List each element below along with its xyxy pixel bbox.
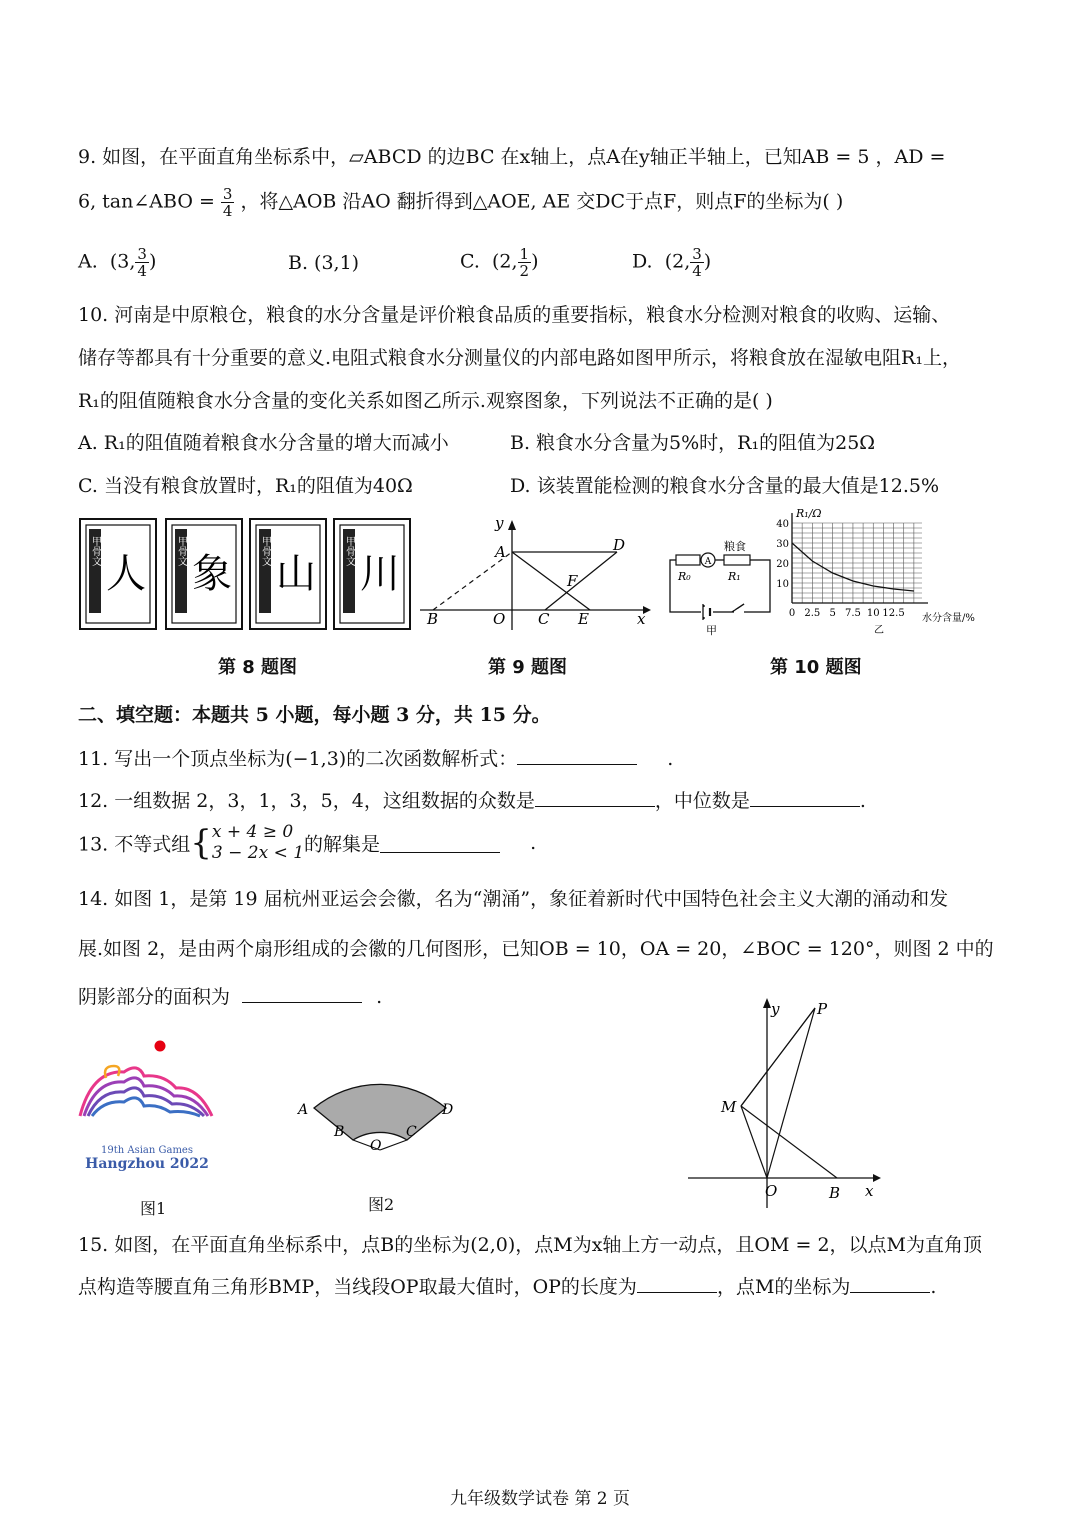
- chart-y-tick-label: 20: [776, 559, 789, 570]
- fig15-segment-om: [741, 1106, 767, 1178]
- svg-text:甲骨文: 甲骨文: [343, 536, 355, 566]
- fig9-label-e: E: [578, 610, 589, 628]
- fig15-label-y: y: [771, 1000, 780, 1018]
- fig9-label-o: O: [493, 610, 506, 628]
- q9-option-b: B. (3,1): [288, 252, 360, 274]
- fig9-label-d: D: [613, 536, 626, 554]
- fig14-label-b: B: [334, 1124, 345, 1140]
- q12-median-blank[interactable]: [750, 788, 860, 807]
- q15-m-blank[interactable]: [850, 1274, 930, 1293]
- chart-x-tick-label: 5: [829, 608, 836, 619]
- q10-option-d: D. 该装置能检测的粮食水分含量的最大值是12.5%: [510, 475, 939, 497]
- circuit-label-jia: 甲: [706, 624, 717, 637]
- figure-9-caption: 第 9 题图: [488, 657, 568, 678]
- q10-option-c: C. 当没有粮食放置时，R₁的阻值为40Ω: [78, 475, 413, 497]
- figure-14-caption-2: 图2: [368, 1195, 395, 1214]
- q13-ineq-1: x + 4 ≥ 0: [211, 822, 294, 842]
- oracle-card-1: [80, 519, 156, 629]
- resistor-r0: [676, 555, 700, 565]
- resistor-r1: [724, 555, 750, 565]
- q9-option-c: C. (2, $\frac{1}{2}$ ): [460, 245, 539, 280]
- fig9-segment-cd: [545, 552, 617, 610]
- chart-y-axis-label: R₁/Ω: [796, 507, 822, 520]
- fig14-label-c: C: [406, 1124, 417, 1140]
- figure-10-caption: 第 10 题图: [770, 657, 862, 678]
- fig15-label-b: B: [829, 1184, 841, 1202]
- q9-tan-fraction: $\frac{3}{4}$: [222, 185, 233, 220]
- chart-x-axis-label: 水分含量/%: [922, 613, 975, 624]
- figure-8-oracle-cards: [78, 515, 412, 635]
- circuit-label-a: A: [704, 557, 712, 567]
- q15-op-blank[interactable]: [637, 1274, 717, 1293]
- circuit-label-grain: 粮食: [724, 540, 746, 553]
- fig15-label-x: x: [865, 1182, 874, 1200]
- q9-line2: [78, 186, 843, 219]
- fig9-label-y: y: [495, 514, 504, 532]
- fig15-label-o: O: [765, 1182, 778, 1200]
- svg-text:甲骨文: 甲骨文: [259, 536, 271, 566]
- chart-x-tick-label: 0: [788, 608, 796, 619]
- q9-option-a: A. (3, $\frac{3}{4}$ ): [78, 245, 157, 280]
- chart-y-tick-label: 30: [776, 539, 789, 550]
- q9-line1: 9. 如图，在平面直角坐标系中，▱ABCD 的边BC 在x轴上，点A在y轴正半轴上，已知AB = 5 ，AD =: [78, 146, 946, 168]
- q13: 13. 不等式组{ x + 4 ≥ 0 3 − 2x < 1 的解集是 .: [78, 822, 537, 863]
- fig14-label-a: A: [298, 1102, 309, 1118]
- svg-text:甲骨文: 甲骨文: [89, 536, 101, 566]
- chart-grid: [792, 523, 922, 603]
- fig15-label-p: P: [817, 1000, 828, 1018]
- fig14-label-d: D: [442, 1102, 454, 1118]
- q9-line2-a: 6, tan∠ABO =: [78, 190, 215, 213]
- circuit-label-r1: R₁: [728, 570, 741, 583]
- q14-answer-blank[interactable]: [242, 984, 362, 1003]
- figure-15-diagram: [683, 994, 893, 1212]
- oracle-glyph-xiang: 象: [192, 551, 232, 597]
- chart-x-tick-label: 12.5: [882, 608, 905, 619]
- q10-line1: 10. 河南是中原粮仓，粮食的水分含量是评价粮食品质的重要指标，粮食水分检测对粮食的收购、运输、: [78, 304, 951, 326]
- figure-10-circuit: [666, 538, 776, 638]
- circuit-loop: [670, 560, 770, 612]
- chart-label-yi: 乙: [874, 625, 884, 636]
- chart-x-tick-label: 7.5: [844, 608, 861, 619]
- chart-x-tick-label: 10: [866, 608, 880, 619]
- chart-y-tick-label: 10: [776, 579, 789, 590]
- page-footer: 九年级数学试卷 第 2 页: [449, 1489, 631, 1509]
- fig15-segment-mb: [741, 1106, 837, 1178]
- oracle-glyph-ren: 人: [106, 551, 146, 597]
- fig9-y-arrow: [508, 520, 516, 530]
- oracle-glyph-shan: 山: [276, 551, 316, 597]
- fig15-label-m: M: [721, 1098, 737, 1116]
- figure-14-sector: [290, 1050, 470, 1160]
- q10-option-b: B. 粮食水分含量为5%时，R₁的阻值为25Ω: [510, 432, 876, 454]
- q10-line3: R₁的阻值随粮食水分含量的变化关系如图乙所示.观察图象，下列说法不正确的是( ): [78, 390, 773, 412]
- fig9-label-a: A: [495, 543, 506, 561]
- oracle-glyph-chuan: 川: [360, 551, 400, 597]
- q15-line1: 15. 如图，在平面直角坐标系中，点B的坐标为(2,0)，点M为x轴上方一动点，且OM = 2，以点M为直角顶: [78, 1234, 983, 1256]
- chart-x-tick-label: 2.5: [804, 608, 821, 619]
- figure-8-caption: 第 8 题图: [218, 657, 298, 678]
- q14-line1: 14. 如图 1，是第 19 届杭州亚运会会徽，名为“潮涌”，象征着新时代中国特色社会主义大潮的涌动和发: [78, 888, 949, 910]
- q10-line2: 储存等都具有十分重要的意义.电阻式粮食水分测量仪的内部电路如图甲所示，将粮食放在湿敏电阻R₁上，: [78, 347, 961, 369]
- oracle-card-4: [334, 519, 410, 629]
- figure-9-parallelogram: [415, 512, 655, 637]
- fig9-label-x: x: [637, 610, 646, 628]
- fig15-segment-op: [767, 1008, 815, 1178]
- q11: 11. 写出一个顶点坐标为(−1,3)的二次函数解析式： .: [78, 748, 674, 770]
- q11-answer-blank[interactable]: [517, 746, 637, 765]
- logo-sun-icon: [155, 1041, 166, 1052]
- figure-10-chart: [770, 505, 995, 637]
- figure-14-caption-1: 图1: [140, 1199, 167, 1218]
- q12: 12. 一组数据 2，3，1，3，5，4，这组数据的众数是 ，中位数是 .: [78, 790, 866, 812]
- svg-text:甲骨文: 甲骨文: [175, 536, 187, 566]
- oracle-card-2: [166, 519, 242, 629]
- q15-line2: 点构造等腰直角三角形BMP，当线段OP取最大值时，OP的长度为 ，点M的坐标为 .: [78, 1276, 937, 1298]
- q13-ineq-2: 3 − 2x < 1: [211, 843, 305, 863]
- q10-option-a: A. R₁的阻值随着粮食水分含量的增大而减小: [78, 432, 449, 454]
- q14-line2: 展.如图 2，是由两个扇形组成的会徽的几何图形，已知OB = 10，OA = 20，∠BOC = 120°，则图 2 中的: [78, 938, 994, 960]
- fig9-label-c: C: [538, 610, 550, 628]
- logo-text-line2: Hangzhou 2022: [85, 1156, 209, 1172]
- chart-ticks: [776, 519, 904, 619]
- q12-mode-blank[interactable]: [535, 788, 655, 807]
- chart-y-tick-label: 40: [776, 519, 789, 530]
- figure-14-logo: [72, 1036, 222, 1176]
- fig9-label-b: B: [427, 610, 439, 628]
- section-2-heading: 二、填空题：本题共 5 小题，每小题 3 分，共 15 分。: [78, 704, 551, 726]
- q14-line3: 阴影部分的面积为 .: [78, 986, 383, 1008]
- oracle-card-3: [250, 519, 326, 629]
- circuit-label-r0: R₀: [678, 570, 691, 583]
- fig14-label-o: O: [370, 1138, 382, 1154]
- q9-line2-b: ，将△AOB 沿AO 翻折得到△AOE, AE 交DC于点F，则点F的坐标为( ): [240, 190, 844, 213]
- fig9-segment-ae: [512, 552, 590, 610]
- q9-option-d: D. (2, $\frac{3}{4}$ ): [632, 245, 712, 280]
- logo-text-line1: 19th Asian Games: [101, 1145, 193, 1156]
- fig9-label-f: F: [567, 572, 578, 590]
- q13-answer-blank[interactable]: [380, 834, 500, 853]
